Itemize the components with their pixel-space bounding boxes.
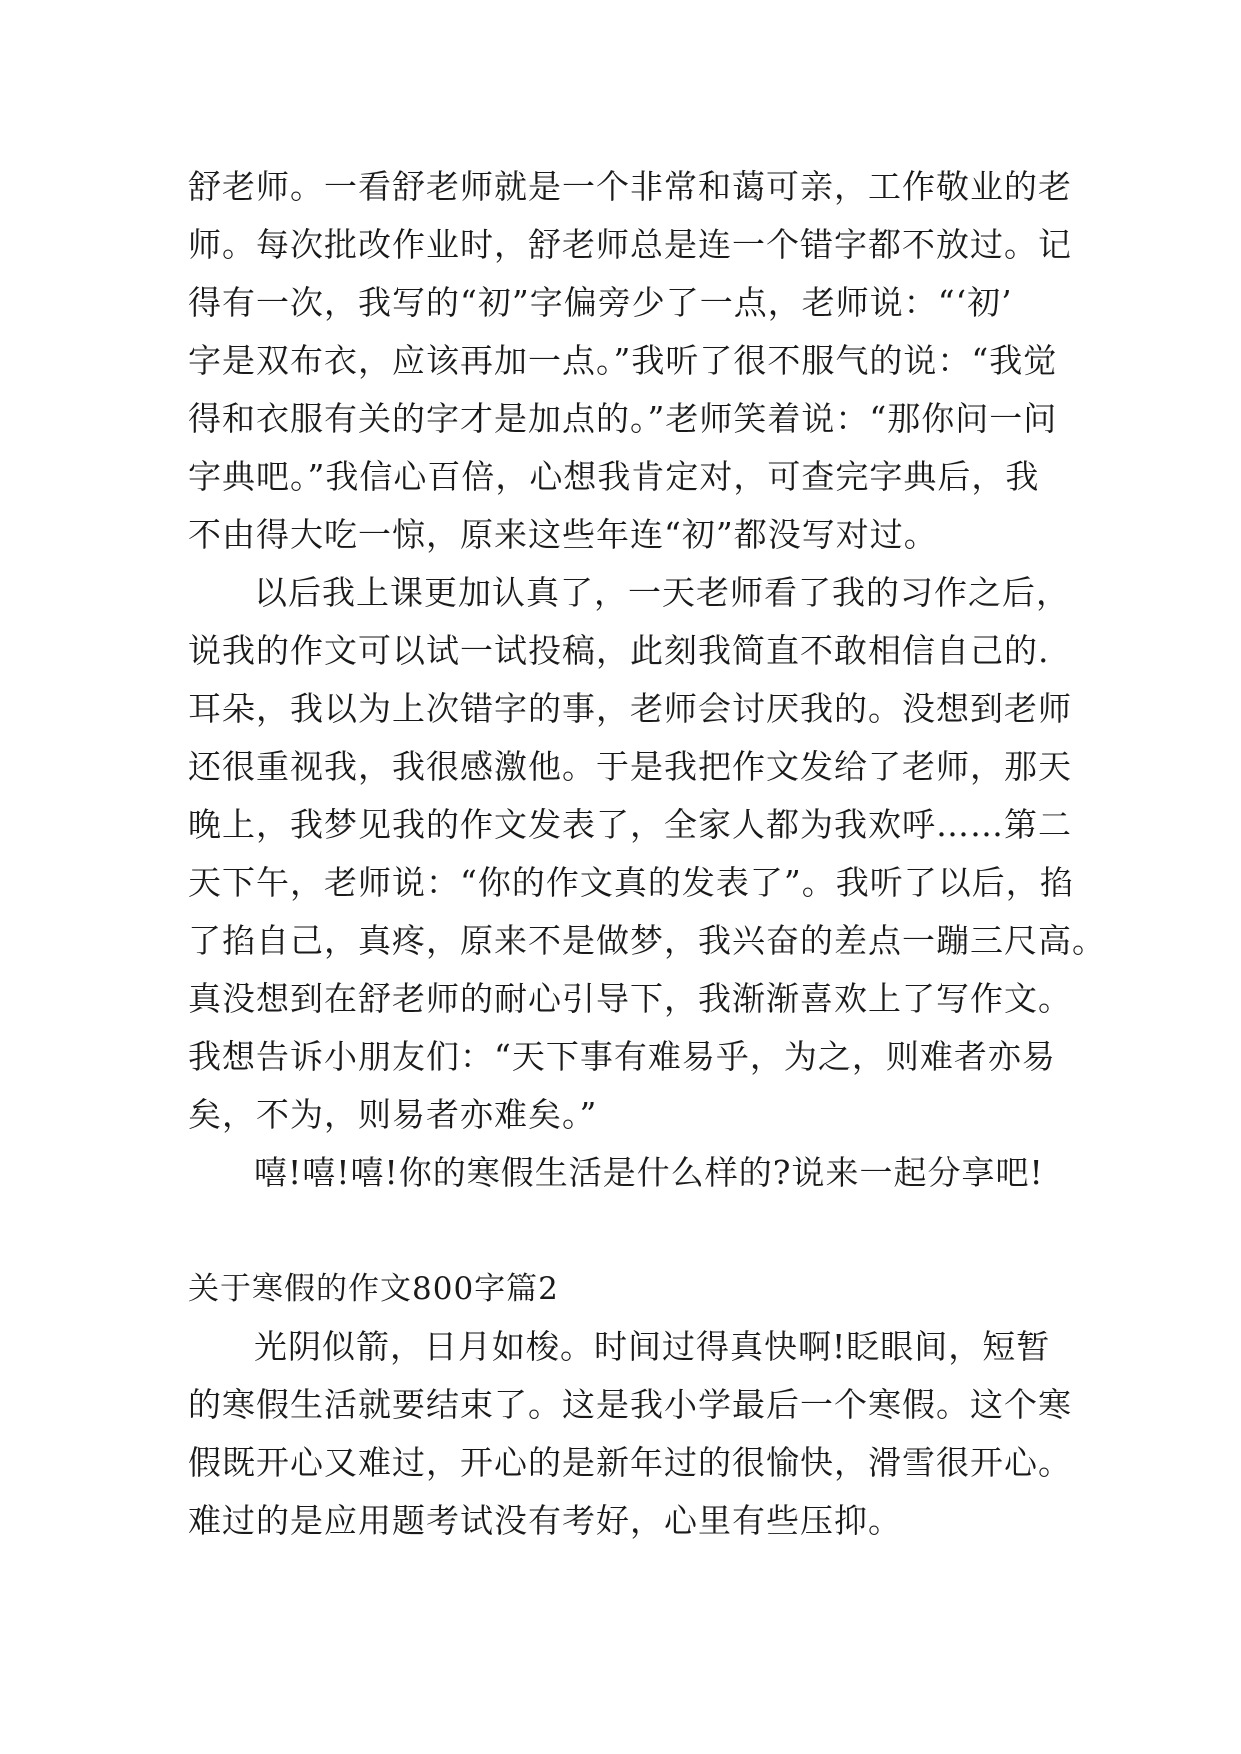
text-line: 舒老师。一看舒老师就是一个非常和蔼可亲，工作敬业的老	[188, 167, 1072, 206]
text-line: 说我的作文可以试一试投稿，此刻我简直不敢相信自己的.	[188, 631, 1050, 670]
text-line: 真没想到在舒老师的耐心引导下，我渐渐喜欢上了写作文。	[188, 979, 1072, 1018]
text-line: 的寒假生活就要结束了。这是我小学最后一个寒假。这个寒	[188, 1385, 1072, 1424]
text-line: 师。每次批改作业时，舒老师总是连一个错字都不放过。记	[188, 225, 1072, 264]
text-line: 得有一次，我写的“初”字偏旁少了一点，老师说：“‘初’	[188, 283, 1013, 322]
paragraph	[188, 1144, 1068, 1202]
text-line: 天下午，老师说：“你的作文真的发表了”。我听了以后，掐	[188, 863, 1074, 902]
text-line: 光阴似箭，日月如梭。时间过得真快啊!眨眼间，短暂	[254, 1327, 1051, 1366]
paragraph	[188, 564, 1106, 1144]
document-body	[188, 158, 1106, 1550]
text-line: 字是双布衣，应该再加一点。”我听了很不服气的说：“我觉	[188, 341, 1058, 380]
text-line: 难过的是应用题考试没有考好，心里有些压抑。	[188, 1501, 902, 1540]
text-line: 字典吧。”我信心百倍，心想我肯定对，可查完字典后，我	[188, 457, 1040, 496]
paragraph-gap	[188, 1202, 1068, 1260]
text-line: 以后我上课更加认真了，一天老师看了我的习作之后，	[254, 573, 1070, 612]
section-heading: 关于寒假的作文800字篇2	[188, 1271, 559, 1307]
paragraph	[188, 1318, 1072, 1550]
text-line: 不由得大吃一惊，原来这些年连“初”都没写对过。	[188, 515, 938, 554]
text-line: 晚上，我梦见我的作文发表了，全家人都为我欢呼……第二	[188, 805, 1072, 844]
text-line: 耳朵，我以为上次错字的事，老师会讨厌我的。没想到老师	[188, 689, 1072, 728]
text-line: 我想告诉小朋友们：“天下事有难易乎，为之，则难者亦易	[188, 1037, 1056, 1076]
text-line: 矣，不为，则易者亦难矣。”	[188, 1095, 598, 1134]
text-line: 假既开心又难过，开心的是新年过的很愉快，滑雪很开心。	[188, 1443, 1072, 1482]
text-line: 嘻!嘻!嘻!你的寒假生活是什么样的?说来一起分享吧!	[254, 1153, 1044, 1192]
paragraph	[188, 158, 1072, 564]
text-line: 了掐自己，真疼，原来不是做梦，我兴奋的差点一蹦三尺高。	[188, 921, 1106, 960]
text-line: 得和衣服有关的字才是加点的。”老师笑着说：“那你问一问	[188, 399, 1058, 438]
text-line: 还很重视我，我很感激他。于是我把作文发给了老师，那天	[188, 747, 1072, 786]
